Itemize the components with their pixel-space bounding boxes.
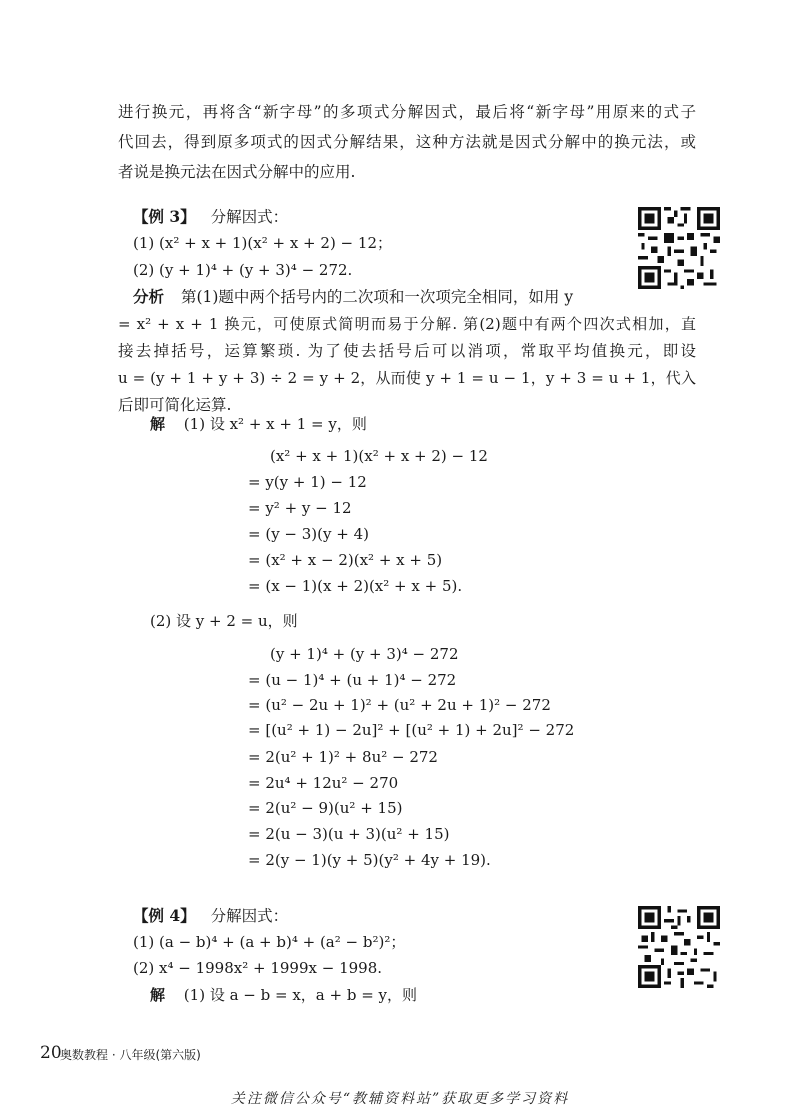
example3-task: 分解因式： xyxy=(210,208,289,226)
solution-2-step: = (u − 1)⁴ + (u + 1)⁴ − 272 xyxy=(248,671,457,689)
solution-2-step: = 2(u² − 9)(u² + 15) xyxy=(248,799,403,817)
analysis-label: 分析 xyxy=(133,287,165,306)
example3-analysis-line-3: 接去掉括号，运算繁琐. 为了使去括号后可以消项，常取平均值换元，即设 xyxy=(118,342,696,360)
example3-solution-1-intro xyxy=(150,413,367,435)
solution-2-step: = (u² − 2u + 1)² + (u² + 2u + 1)² − 272 xyxy=(248,696,551,714)
solution-1-setup: (1) 设 a − b = x，a + b = y，则 xyxy=(183,986,418,1004)
promo-banner: 关注微信公众号“教辅资料站”获取更多学习资料 xyxy=(230,1091,570,1107)
example4-solution-1-intro xyxy=(150,984,417,1006)
solution-label: 解 xyxy=(150,415,166,433)
example4-label: 【例 4】 xyxy=(133,906,196,925)
example3-heading xyxy=(133,206,288,228)
page-number: 20 xyxy=(40,1043,62,1063)
solution-2-step: (y + 1)⁴ + (y + 3)⁴ − 272 xyxy=(270,645,459,663)
example3-analysis-line-2: = x² + x + 1 换元，可使原式简明而易于分解. 第(2)题中有两个四次式相加，直 xyxy=(118,315,696,333)
solution-1-setup: (1) 设 x² + x + 1 = y，则 xyxy=(183,415,367,433)
solution-1-step: (x² + x + 1)(x² + x + 2) − 12 xyxy=(270,447,488,465)
example3-solution-2-intro: (2) 设 y + 2 = u，则 xyxy=(150,612,298,630)
solution-2-step: = [(u² + 1) − 2u]² + [(u² + 1) + 2u]² − 272 xyxy=(248,721,575,739)
solution-1-step: = (x² + x − 2)(x² + x + 5) xyxy=(248,551,443,569)
solution-1-step: = (y − 3)(y + 4) xyxy=(248,525,369,543)
intro-line-2: 代回去，得到原多项式的因式分解结果，这种方法就是因式分解中的换元法，或 xyxy=(118,133,696,151)
solution-1-step: = (x − 1)(x + 2)(x² + x + 5). xyxy=(248,577,463,595)
intro-line-3: 者说是换元法在因式分解中的应用. xyxy=(118,163,356,181)
example3-analysis-line-4: u = (y + 1 + y + 3) ÷ 2 = y + 2，从而使 y + 1 = u − 1，y + 3 = u + 1，代入 xyxy=(118,369,696,387)
analysis-text-1: 第(1)题中两个括号内的二次项和一次项完全相同，如用 y xyxy=(180,288,574,306)
solution-2-step: = 2(y − 1)(y + 5)(y² + 4y + 19). xyxy=(248,851,491,869)
solution-1-step: = y(y + 1) − 12 xyxy=(248,473,367,491)
example4-heading xyxy=(133,905,288,927)
solution-2-step: = 2(u² + 1)² + 8u² − 272 xyxy=(248,748,438,766)
solution-1-step: = y² + y − 12 xyxy=(248,499,352,517)
example4-problem-2: (2) x⁴ − 1998x² + 1999x − 1998. xyxy=(133,959,383,977)
example4-problem-1: (1) (a − b)⁴ + (a + b)⁴ + (a² − b²)²； xyxy=(133,933,406,951)
solution-2-step: = 2u⁴ + 12u² − 270 xyxy=(248,774,399,792)
solution-2-step: = 2(u − 3)(u + 3)(u² + 15) xyxy=(248,825,450,843)
example4-task: 分解因式： xyxy=(210,907,289,925)
qr-code-icon[interactable] xyxy=(638,906,720,988)
solution-label: 解 xyxy=(150,986,166,1004)
example3-problem-1: (1) (x² + x + 1)(x² + x + 2) − 12； xyxy=(133,234,392,252)
qr-code-icon[interactable] xyxy=(638,207,720,289)
example3-analysis-line-1 xyxy=(133,286,696,308)
example3-problem-2: (2) (y + 1)⁴ + (y + 3)⁴ − 272. xyxy=(133,261,353,279)
example3-analysis-line-5: 后即可简化运算. xyxy=(118,396,232,414)
example3-label: 【例 3】 xyxy=(133,207,196,226)
intro-line-1: 进行换元，再将含“新字母”的多项式分解因式，最后将“新字母”用原来的式子 xyxy=(118,103,696,121)
book-title: 奥数教程 · 八年级(第六版) xyxy=(60,1048,201,1062)
